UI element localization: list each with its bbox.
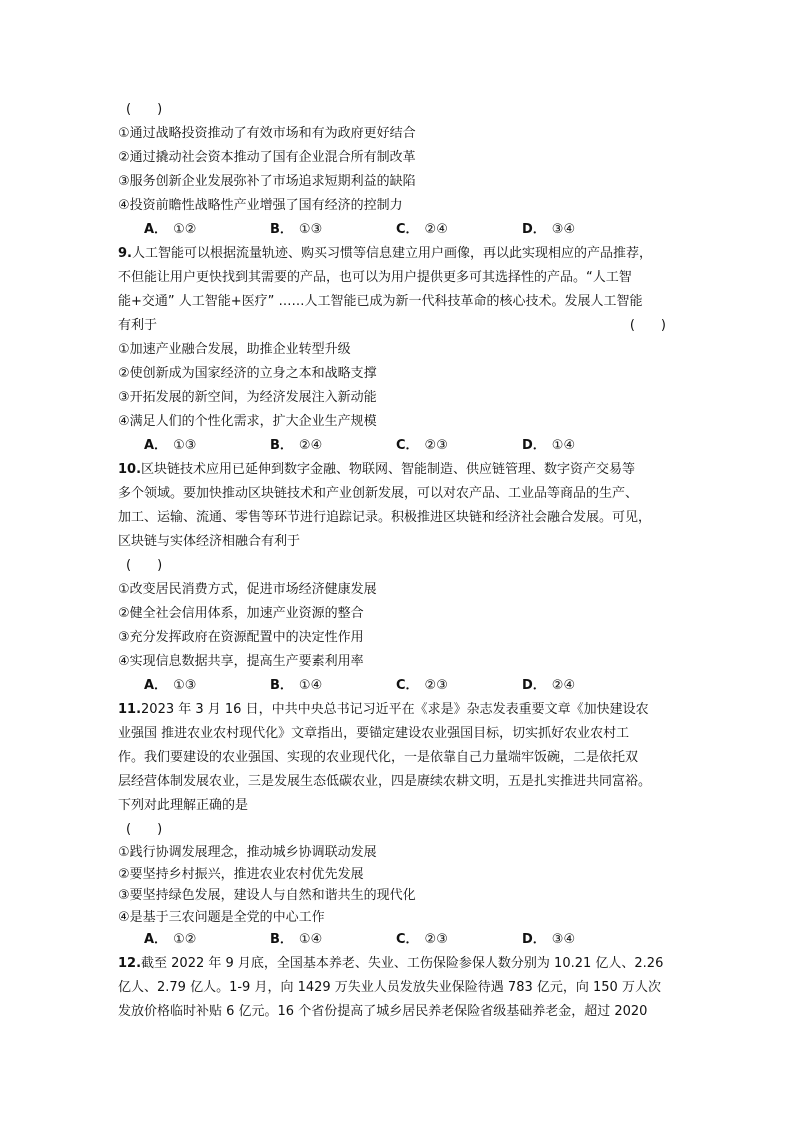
question-stem-line: 区块链与实体经济相融合有利于 [118, 534, 301, 549]
answer-bracket: ( ) [126, 102, 163, 117]
answer-options [118, 928, 680, 952]
question-stem-line: 10.区块链技术应用已延伸到数字金融、物联网、智能制造、供应链管理、数字资产交易等 [118, 462, 636, 477]
question-11 [118, 698, 680, 952]
question-stem-line: 作。我们要建设的农业强国、实现的农业现代化，一是依靠自己力量端牢饭碗，二是依托双 [118, 750, 639, 765]
question-stem-line: 有利于 ( ) [118, 314, 680, 338]
question-stem-line: 能+交通” 人工智能+医疗” ……人工智能已成为新一代科技革命的核心技术。发展人工智能 [118, 294, 643, 309]
statement-3: ③开拓发展的新空间，为经济发展注入新动能 [118, 390, 377, 405]
answer-options [118, 434, 680, 458]
statement-3: ③要坚持绿色发展，建设人与自然和谐共生的现代化 [118, 888, 416, 903]
answer-options [118, 674, 680, 698]
option-b[interactable]: B． ①④ [270, 932, 323, 947]
statement-2: ②使创新成为国家经济的立身之本和战略支撑 [118, 366, 377, 381]
question-stem-line: 加工、运输、流通、零售等环节进行追踪记录。积极推进区块链和经济社会融合发展。可见， [118, 510, 652, 525]
exam-page [118, 98, 680, 1024]
option-b[interactable]: B． ①③ [270, 222, 323, 237]
question-stem-line: 层经营体制发展农业，三是发展生态低碳农业，四是赓续农耕文明，五是扎实推进共同富裕。 [118, 774, 652, 789]
question-number: 10. [118, 462, 142, 477]
option-c[interactable]: C． ②④ [396, 222, 448, 237]
option-c[interactable]: C． ②③ [396, 932, 448, 947]
option-a[interactable]: A． ①③ [144, 678, 197, 693]
option-d[interactable]: D． ③④ [522, 222, 576, 237]
option-a[interactable]: A． ①③ [144, 438, 197, 453]
statement-2: ②要坚持乡村振兴，推进农业农村优先发展 [118, 866, 364, 882]
statement-4: ④投资前瞻性战略性产业增强了国有经济的控制力 [118, 198, 403, 213]
question-stem-line: 多个领域。要加快推动区块链技术和产业创新发展，可以对农产品、工业品等商品的生产、 [118, 486, 639, 501]
statement-4: ④满足人们的个性化需求，扩大企业生产规模 [118, 414, 377, 429]
statement-1: ①通过战略投资推动了有效市场和有为政府更好结合 [118, 126, 416, 141]
option-a[interactable]: A． ①② [144, 222, 197, 237]
statement-1: ①改变居民消费方式，促进市场经济健康发展 [118, 582, 377, 597]
option-d[interactable]: D． ②④ [522, 678, 576, 693]
option-b[interactable]: B． ②④ [270, 438, 323, 453]
answer-bracket: ( ) [126, 822, 163, 837]
option-d[interactable]: D． ③④ [522, 932, 576, 947]
statement-3: ③充分发挥政府在资源配置中的决定性作用 [118, 630, 364, 645]
answer-bracket: ( ) [629, 318, 666, 333]
statement-4: ④实现信息数据共享，提高生产要素利用率 [118, 654, 364, 669]
question-number: 9. [118, 246, 132, 261]
option-b[interactable]: B． ①④ [270, 678, 323, 693]
question-stem-line: 下列对此理解正确的是 [118, 798, 249, 813]
question-10 [118, 458, 680, 698]
question-8 [118, 98, 680, 242]
answer-bracket: ( ) [126, 558, 163, 573]
option-d[interactable]: D． ①④ [522, 438, 576, 453]
question-stem-line: 亿人、2.79 亿人。1-9 月，向 1429 万失业人员发放失业保险待遇 783 亿元，向 150 万人次 [118, 980, 661, 995]
question-9 [118, 242, 680, 458]
question-12 [118, 952, 680, 1024]
question-number: 12. [118, 956, 142, 971]
option-c[interactable]: C． ②③ [396, 678, 448, 693]
question-stem-line: 9.人工智能可以根据流量轨迹、购买习惯等信息建立用户画像，再以此实现相应的产品推荐， [118, 246, 652, 261]
option-a[interactable]: A． ①② [144, 932, 197, 947]
statement-2: ②健全社会信用体系，加速产业资源的整合 [118, 606, 364, 621]
question-stem-line: 业强国 推进农业农村现代化》文章指出，要锚定建设农业强国目标，切实抓好农业农村工 [118, 726, 630, 741]
statement-4: ④是基于三农问题是全党的中心工作 [118, 909, 325, 925]
question-stem-line: 发放价格临时补贴 6 亿元。16 个省份提高了城乡居民养老保险省级基础养老金，超过 2020 [118, 1004, 648, 1019]
statement-3: ③服务创新企业发展弥补了市场追求短期利益的缺陷 [118, 174, 416, 189]
statement-2: ②通过撬动社会资本推动了国有企业混合所有制改革 [118, 150, 416, 165]
statement-1: ①加速产业融合发展，助推企业转型升级 [118, 342, 351, 357]
statement-1: ①践行协调发展理念，推动城乡协调联动发展 [118, 845, 377, 860]
question-stem-line: 12.截至 2022 年 9 月底，全国基本养老、失业、工伤保险参保人数分别为 10.21 亿人、2.26 [118, 956, 664, 971]
answer-options [118, 218, 680, 242]
question-stem-line: 不但能让用户更快找到其需要的产品，也可以为用户提供更多可其选择性的产品。“人工智 [118, 270, 632, 285]
option-c[interactable]: C． ②③ [396, 438, 448, 453]
question-number: 11. [118, 702, 142, 717]
question-stem-line: 11.2023 年 3 月 16 日，中共中央总书记习近平在《求是》杂志发表重要文章《加快建设农 [118, 702, 649, 717]
